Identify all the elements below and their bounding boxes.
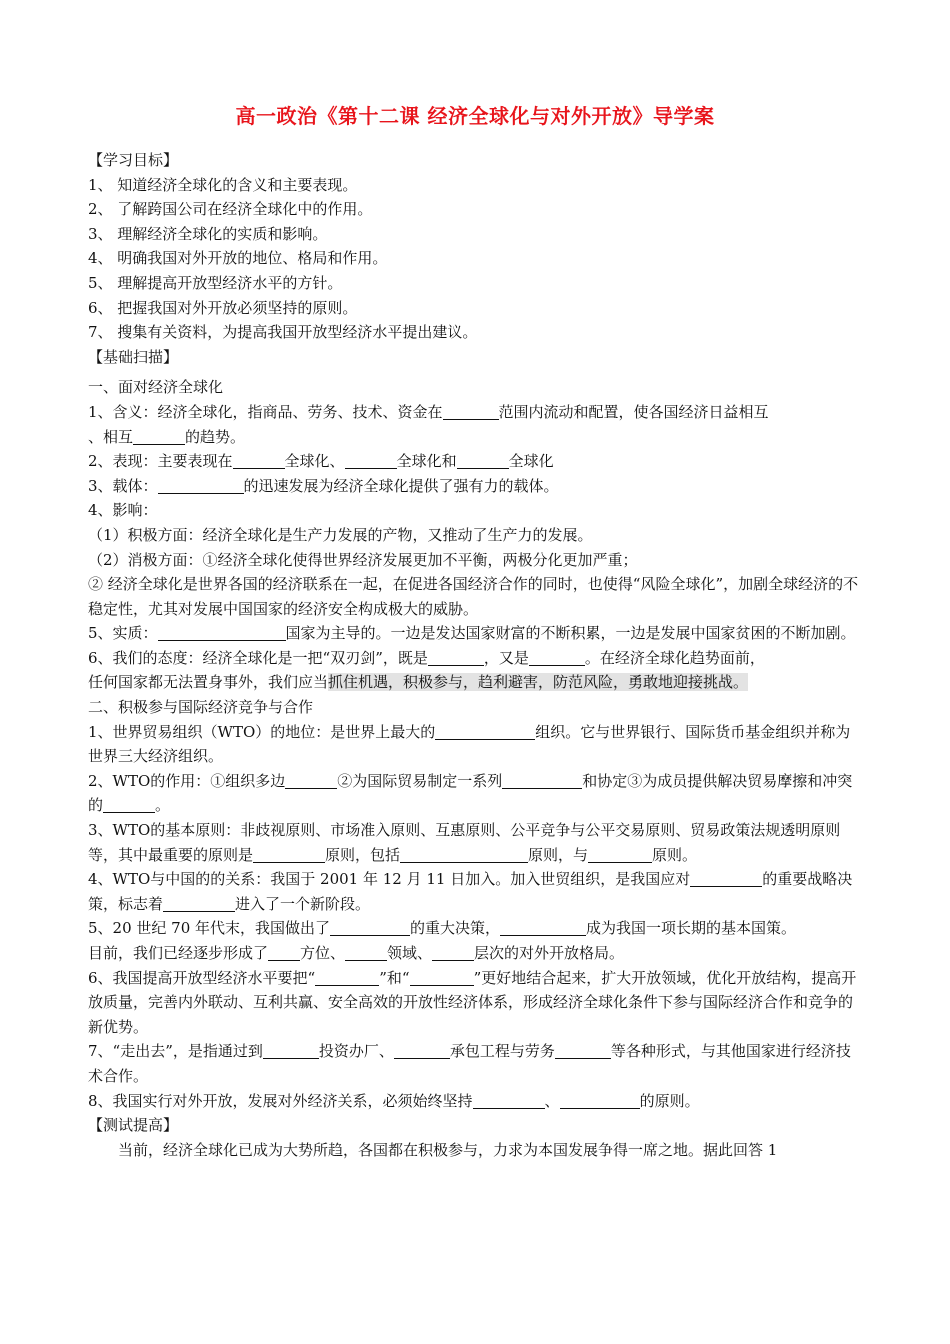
fill-blank[interactable] [158, 624, 286, 641]
part2-item-2: 2、WTO的作用：①组织多边 ②为国际贸易制定一系列 和协定③为成员提供解决贸易摩擦和冲突的 。 [88, 771, 853, 815]
fill-blank[interactable] [133, 428, 185, 445]
part2-item-4: 4、WTO与中国的的关系：我国于 2001 年 12 月 11 日加入。加入世贸组织，是我国应对 的重要战略决策，标志着 进入了一个新阶段。 [88, 870, 853, 913]
fill-blank[interactable] [529, 649, 585, 666]
part1-item-4a: （1）积极方面：经济全球化是生产力发展的产物，又推动了生产力的发展。 [88, 525, 593, 544]
document-body [88, 148, 860, 1162]
objective-item: 5、 理解提高开放型经济水平的方针。 [88, 273, 343, 292]
fill-blank[interactable] [163, 895, 235, 912]
objective-item: 4、 明确我国对外开放的地位、格局和作用。 [88, 249, 388, 268]
fill-blank[interactable] [158, 477, 244, 494]
part1-item-4b: （2）消极方面：①经济全球化使得世界经济发展更加不平衡，两极分化更加严重； [88, 550, 638, 569]
part1-item-3: 3、载体： 的迅速发展为经济全球化提供了强有力的载体。 [88, 476, 559, 495]
part2-item-7: 7、“走出去”，是指通过到 投资办厂、 承包工程与劳务 等各种形式，与其他国家进行经济技术合作。 [88, 1042, 851, 1085]
fill-blank[interactable] [473, 1092, 545, 1109]
fill-blank[interactable] [400, 846, 528, 863]
fill-blank[interactable] [435, 723, 535, 740]
part1-item-6: 6、我们的态度：经济全球化是一把“双刃剑”，既是 ，又是 。在经济全球化趋势面前， 任何国家都无法置身事外，我们应当抓住机遇，积极参与，趋利避害，防范风险，勇敢地迎接挑战。 [88, 648, 765, 692]
fill-blank[interactable] [253, 846, 325, 863]
part1-item-4c: ② 经济全球化是世界各国的经济联系在一起，在促进各国经济合作的同时，也使得“风险全球化”，加剧全球经济的不稳定性，尤其对发展中国国家的经济安全构成极大的威胁。 [88, 575, 859, 618]
fill-blank[interactable] [457, 452, 509, 469]
objective-item: 6、 把握我国对外开放必须坚持的原则。 [88, 298, 358, 317]
fill-blank[interactable] [560, 1092, 640, 1109]
section-header-basics: 【基础扫描】 [88, 347, 179, 366]
fill-blank[interactable] [345, 944, 387, 961]
fill-blank[interactable] [285, 772, 337, 789]
fill-blank[interactable] [428, 649, 484, 666]
fill-blank[interactable] [588, 846, 652, 863]
highlighted-text: 抓住机遇，积极参与，趋利避害，防范风险，勇敢地迎接挑战。 [328, 673, 749, 692]
fill-blank[interactable] [443, 403, 499, 420]
fill-blank[interactable] [103, 796, 155, 813]
section-header-objectives: 【学习目标】 [88, 151, 179, 169]
objective-item: 7、 搜集有关资料，为提高我国开放型经济水平提出建议。 [88, 323, 478, 342]
objective-item: 1、 知道经济全球化的含义和主要表现。 [88, 175, 358, 194]
fill-blank[interactable] [432, 944, 474, 961]
fill-blank[interactable] [263, 1042, 319, 1059]
fill-blank[interactable] [500, 919, 586, 936]
part2-item-6: 6、我国提高开放型经济水平要把“ ”和“ ”更好地结合起来，扩大开放领域，优化开放结构，提高开放质量，完善内外联动、互利共赢、安全高效的开放性经济体系，形成经济全球化条件下参与国际经济合作和竞争的新优势。 [88, 968, 857, 1036]
part2-item-3: 3、WTO的基本原则：非歧视原则、市场准入原则、互惠原则、公平竞争与公平交易原则、贸易政策法规透明原则等，其中最重要的原则是 原则，包括 原则，与 原则。 [88, 821, 841, 864]
fill-blank[interactable] [690, 870, 762, 887]
fill-blank[interactable] [410, 969, 474, 986]
part2-heading: 二、积极参与国际经济竞争与合作 [88, 698, 314, 717]
objective-item: 3、 理解经济全球化的实质和影响。 [88, 224, 328, 243]
objective-item: 2、 了解跨国公司在经济全球化中的作用。 [88, 200, 373, 219]
fill-blank[interactable] [268, 944, 300, 961]
fill-blank[interactable] [233, 452, 285, 469]
page-title: 高一政治《第十二课 经济全球化与对外开放》导学案 [235, 104, 715, 128]
fill-blank[interactable] [502, 772, 582, 789]
section-header-test: 【测试提高】 [88, 1116, 179, 1135]
fill-blank[interactable] [555, 1042, 611, 1059]
part1-heading: 一、面对经济全球化 [88, 378, 224, 397]
part1-item-5: 5、实质： 国家为主导的。一边是发达国家财富的不断积累，一边是发展中国家贫困的不断加剧。 [88, 624, 856, 643]
test-intro: 当前，经济全球化已成为大势所趋，各国都在积极参与，力求为本国发展争得一席之地。据此回答 1 [118, 1140, 778, 1159]
part1-item-4: 4、影响： [88, 501, 158, 520]
fill-blank[interactable] [394, 1042, 450, 1059]
part1-item-2: 2、表现：主要表现在 全球化、 全球化和 全球化 [88, 452, 554, 471]
fill-blank[interactable] [345, 452, 397, 469]
part2-item-1: 1、世界贸易组织（WTO）的地位：是世界上最大的 组织。它与世界银行、国际货币基金组织并称为世界三大经济组织。 [88, 722, 851, 766]
part2-item-8: 8、我国实行对外开放，发展对外经济关系，必须始终坚持 、 的原则。 [88, 1091, 700, 1110]
part2-item-5: 5、20 世纪 70 年代末，我国做出了 的重大决策， 成为我国一项长期的基本国策。 目前，我们已经逐步形成了 方位、 领域、 层次的对外开放格局。 [88, 919, 797, 962]
fill-blank[interactable] [315, 969, 379, 986]
fill-blank[interactable] [330, 919, 410, 936]
part1-item-1: 1、含义：经济全球化，指商品、劳务、技术、资金在 范围内流动和配置，使各国经济日益相互 、相互 的趋势。 [88, 402, 769, 446]
